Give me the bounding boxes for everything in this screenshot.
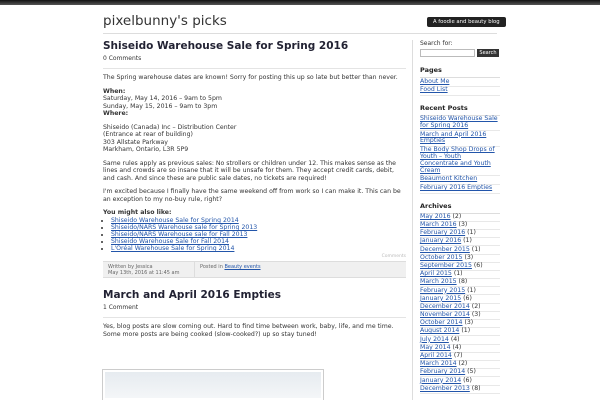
post-paragraph: The Spring warehouse dates are known! Sorry for posting this up so late but better than never. [103, 74, 398, 81]
post-paragraph: Yes, blog posts are slow coming out. Hard to find time between work, baby, life, and me time. Some more posts are being cooked (slow-cooked?) up so stay tuned! [103, 323, 394, 338]
archive-link[interactable]: January 2015 [420, 294, 462, 302]
post-divider [103, 68, 406, 69]
post-title[interactable]: March and April 2016 Empties [103, 289, 281, 301]
related-item [111, 245, 406, 252]
recent-post-link[interactable]: Shiseido Warehouse Sale for Spring 2016 [420, 115, 498, 129]
archive-count: (2) [452, 212, 462, 220]
address-line: Markham, Ontario, L3R 5P9 [103, 146, 189, 153]
archive-link[interactable]: August 2014 [420, 327, 460, 335]
archive-item [420, 386, 500, 394]
pages-heading: Pages [420, 66, 442, 74]
recent-post-link[interactable]: February 2016 Empties [420, 184, 493, 192]
archive-link[interactable]: February 2015 [420, 286, 466, 294]
archive-count: (5) [467, 368, 476, 376]
archive-count: (1) [461, 327, 471, 335]
site-tagline: A foodie and beauty blog [427, 17, 506, 27]
archive-link[interactable]: October 2014 [420, 319, 463, 327]
recent-post-item [420, 147, 500, 176]
archive-count: (8) [458, 278, 468, 286]
archive-link[interactable]: November 2014 [420, 311, 470, 319]
page-link[interactable]: About Me [420, 77, 450, 85]
pages-list [420, 77, 500, 96]
archive-link[interactable]: December 2015 [420, 245, 470, 253]
site-title[interactable]: pixelbunny's picks [103, 13, 227, 29]
post-meta-category [195, 262, 266, 277]
archive-link[interactable]: March 2016 [420, 221, 457, 229]
comments-tag: Comments [381, 254, 406, 259]
archive-count: (3) [471, 311, 481, 319]
archive-link[interactable]: February 2016 [420, 229, 466, 237]
related-item [111, 231, 406, 238]
archive-count: (1) [453, 270, 463, 278]
recent-post-item [420, 116, 500, 132]
search-button[interactable]: Search [477, 49, 499, 57]
related-list [103, 217, 406, 252]
archive-link[interactable]: December 2013 [420, 384, 470, 392]
archive-count: (4) [452, 343, 462, 351]
archive-link[interactable]: December 2014 [420, 302, 470, 310]
date-line: May 13th, 2016 at 11:45 am [108, 270, 180, 276]
recent-post-link[interactable]: Beaumont Kitchen [420, 175, 478, 183]
search-input[interactable] [420, 49, 475, 57]
search-label: Search for: [420, 40, 453, 47]
top-bar [0, 0, 600, 5]
when-label: When: [103, 87, 126, 95]
recent-post-item [420, 185, 500, 194]
address-line: 303 Allstate Parkway [103, 138, 168, 146]
archive-count: (6) [463, 294, 472, 302]
archive-count: (3) [464, 253, 474, 261]
archive-link[interactable]: March 2014 [420, 360, 457, 368]
archive-link[interactable]: January 2014 [420, 376, 462, 384]
archive-link[interactable]: February 2014 [420, 368, 466, 376]
post-meta [103, 261, 406, 278]
archive-count: (2) [471, 302, 481, 310]
archive-count: (1) [467, 229, 476, 237]
post-when-block [103, 88, 406, 118]
post-comments-link[interactable]: 1 Comment [103, 304, 139, 311]
author-line: Written by Jessica [108, 264, 153, 270]
post-image [103, 370, 323, 400]
related-item [111, 224, 406, 231]
archive-count: (1) [467, 286, 476, 294]
archive-count: (3) [458, 221, 468, 229]
recent-post-link[interactable]: March and April 2016 Empties [420, 130, 487, 145]
address-line: (Entrance at rear of building) [103, 131, 193, 138]
related-link[interactable]: Shiseido/NARS Warehouse sale for Spring 2013 [111, 224, 258, 231]
archive-link[interactable]: April 2015 [420, 270, 452, 278]
category-link[interactable]: Beauty events [224, 264, 261, 270]
when-line: Sunday, May 15, 2016 – 9am to 3pm [103, 102, 218, 110]
archive-count: (7) [453, 352, 463, 360]
archive-count: (1) [471, 245, 481, 253]
recent-posts-list [420, 115, 500, 194]
archive-link[interactable]: July 2014 [420, 335, 449, 343]
archive-count: (2) [458, 360, 468, 368]
page-link[interactable]: Food List [420, 86, 448, 94]
archive-count: (6) [463, 376, 472, 384]
sidebar [412, 40, 500, 400]
header-divider [103, 33, 497, 34]
archive-link[interactable]: January 2016 [420, 237, 462, 245]
related-link[interactable]: L'Oréal Warehouse Sale for Spring 2014 [111, 245, 235, 252]
archive-link[interactable]: March 2015 [420, 278, 457, 286]
post-meta-author [103, 262, 195, 277]
related-item [111, 238, 406, 245]
address-line: Shiseido (Canada) Inc – Distribution Center [103, 123, 237, 131]
recent-post-item [420, 131, 500, 147]
where-label: Where: [103, 110, 129, 117]
archives-heading: Archives [420, 201, 452, 210]
recent-posts-heading: Recent Posts [420, 103, 468, 112]
post-comments-link[interactable]: 0 Comments [103, 55, 142, 62]
archives-list [420, 213, 500, 394]
archive-count: (1) [463, 237, 472, 245]
post-paragraph: I'm excited because I finally have the same weekend off from work so I can make it. This can be an exception to my no-buy rule, right? [103, 188, 401, 203]
archive-count: (8) [471, 384, 481, 392]
related-item [111, 217, 406, 224]
archive-link[interactable]: September 2015 [420, 261, 472, 269]
related-link[interactable]: Shiseido Warehouse Sale for Spring 2014 [111, 217, 239, 224]
post-paragraph: Same rules apply as previous sales: No strollers or children under 12. This makes sense as the lines and crowds are so insane that it will be unsafe for them. They accept credit cards, debit, and cash. And since these are public sale dates, no tickets are required! [103, 159, 396, 182]
archive-link[interactable]: May 2014 [420, 343, 451, 351]
related-heading: You might also like: [103, 209, 172, 216]
archive-link[interactable]: April 2014 [420, 352, 452, 360]
main-content [103, 40, 406, 344]
archive-link[interactable]: October 2015 [420, 253, 463, 261]
archive-count: (4) [450, 335, 460, 343]
post-divider [103, 317, 406, 318]
related-link[interactable]: Shiseido Warehouse Sale for Fall 2014 [111, 238, 229, 245]
related-link[interactable]: Shiseido/NARS Warehouse sale for Fall 2013 [111, 231, 248, 238]
recent-post-link[interactable]: The Body Shop Drops of Youth – Youth Concentrate and Youth Cream [420, 146, 495, 174]
archive-count: (6) [473, 261, 483, 269]
search-form [420, 49, 500, 57]
posted-in-label: Posted in [200, 264, 223, 270]
archive-link[interactable]: May 2016 [420, 212, 451, 220]
when-line: Saturday, May 14, 2016 – 9am to 5pm [103, 95, 222, 102]
archive-count: (3) [464, 319, 474, 327]
post-address-block [103, 124, 406, 154]
page-item [420, 87, 500, 96]
post-title[interactable]: Shiseido Warehouse Sale for Spring 2016 [103, 40, 349, 52]
